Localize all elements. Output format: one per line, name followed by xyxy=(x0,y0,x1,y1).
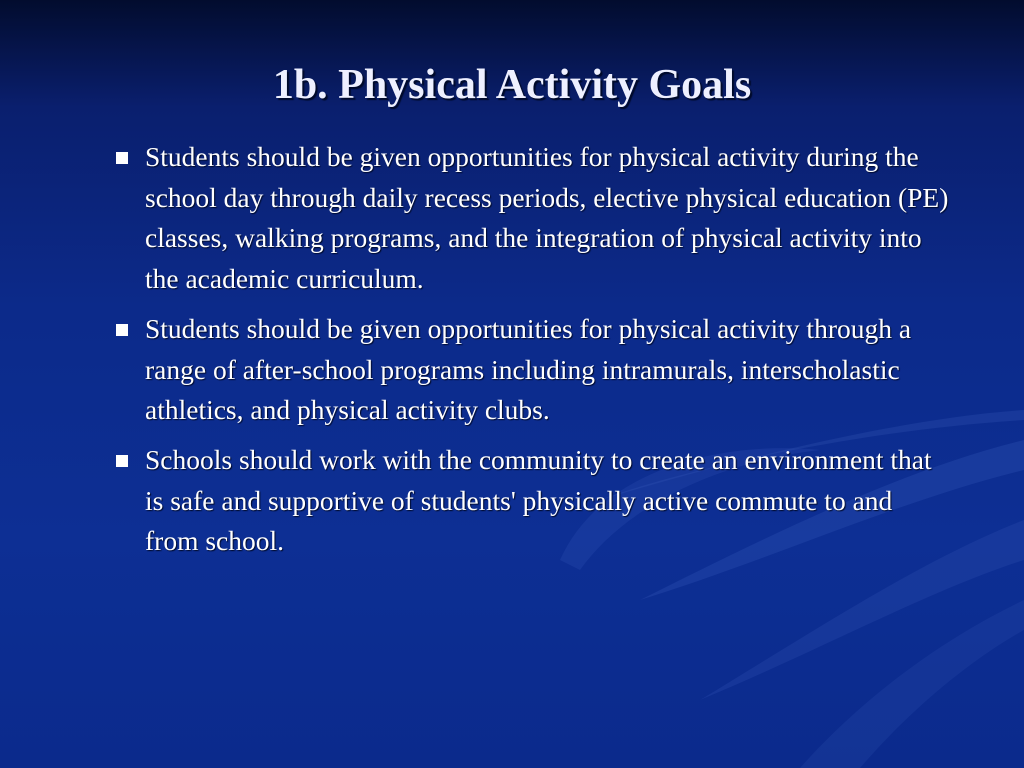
square-bullet-icon xyxy=(116,455,128,467)
bullet-text: Students should be given opportunities for physical activity through a range of after-school programs including intramurals, interscholastic athletics, and physical activity clubs. xyxy=(145,312,912,426)
bullet-list xyxy=(114,137,950,571)
square-bullet-icon xyxy=(116,152,128,164)
bullet-item xyxy=(114,137,950,300)
bullet-text: Students should be given opportunities for physical activity during the school day through daily recess periods, elective physical education (PE) classes, walking programs, and the integration of physical activity into the academic curriculum. xyxy=(145,141,949,295)
bullet-item xyxy=(114,309,950,431)
slide-title: 1b. Physical Activity Goals xyxy=(272,62,752,108)
bullet-text: Schools should work with the community to create an environment that is safe and supportive of students' physically active commute to and from school. xyxy=(145,443,932,557)
bullet-item xyxy=(114,440,950,562)
square-bullet-icon xyxy=(116,324,128,336)
